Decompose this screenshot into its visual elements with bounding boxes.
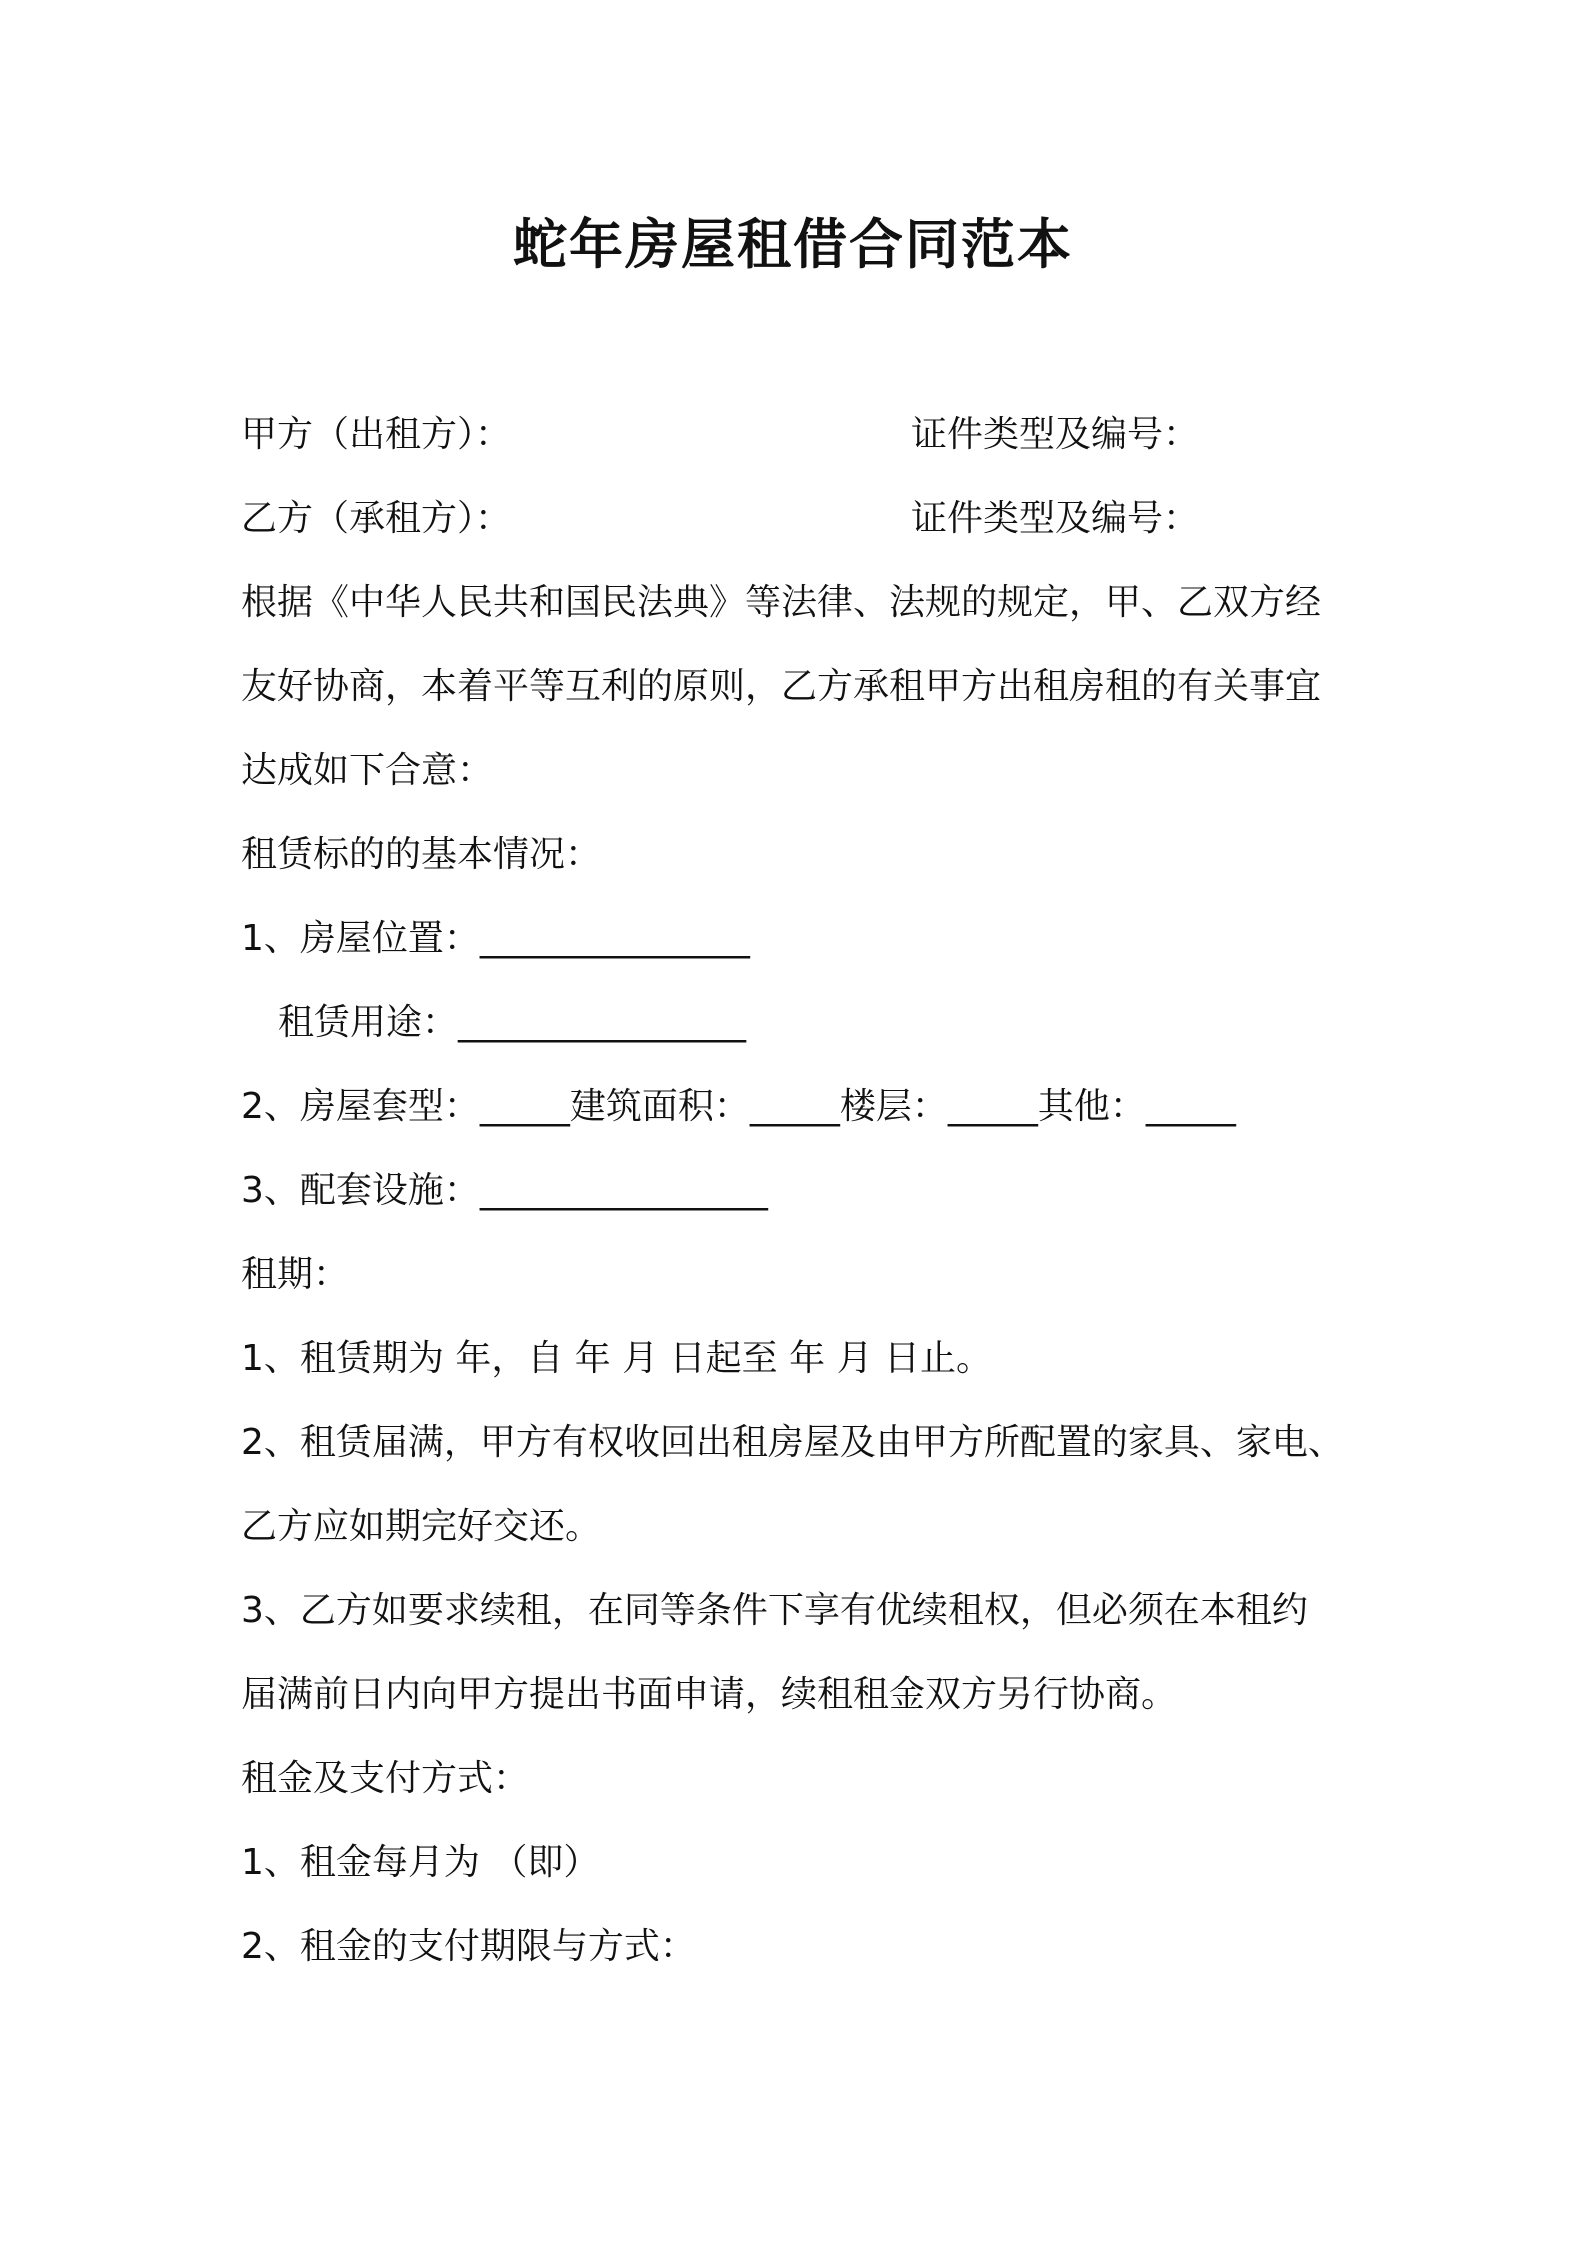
term-item-renewal-line-2: 届满前日内向甲方提出书面申请，续租租金双方另行协商。: [241, 1674, 1178, 1715]
premises-item-usage: 租赁用途：________________: [278, 1002, 747, 1043]
party-b-line: [241, 494, 1200, 544]
term-heading: 租期：: [241, 1254, 350, 1295]
party-b-id-label: 证件类型及编号：: [911, 498, 1200, 539]
rent-item-payment-terms: 2、租金的支付期限与方式：: [241, 1926, 696, 1967]
party-a-id-label: 证件类型及编号：: [911, 414, 1200, 455]
term-item-renewal-line-1: 3、乙方如要求续租，在同等条件下享有优续租权，但必须在本租约: [241, 1590, 1308, 1631]
rent-heading: 租金及支付方式：: [241, 1758, 530, 1799]
party-a-line: [241, 410, 1200, 460]
term-item-expiry-line-2: 乙方应如期完好交还。: [241, 1506, 602, 1547]
document-title: 蛇年房屋租借合同范本: [513, 213, 1073, 276]
preamble-line-3: 达成如下合意：: [241, 750, 494, 791]
preamble-line-1: 根据《中华人民共和国民法典》等法律、法规的规定，甲、乙双方经: [241, 582, 1322, 623]
preamble-line-2: 友好协商，本着平等互利的原则，乙方承租甲方出租房租的有关事宜: [241, 666, 1322, 707]
premises-item-layout: 2、房屋套型：_____建筑面积：_____楼层：_____其他：_____: [241, 1086, 1236, 1127]
premises-item-facilities: 3、配套设施：________________: [241, 1170, 768, 1211]
term-item-period: 1、租赁期为 年，自 年 月 日起至 年 月 日止。: [241, 1338, 993, 1379]
premises-item-location: 1、房屋位置：_______________: [241, 918, 750, 959]
party-a-label: 甲方（出租方）：: [241, 414, 512, 455]
premises-heading: 租赁标的的基本情况：: [241, 834, 602, 875]
party-b-label: 乙方（承租方）：: [241, 498, 512, 539]
rent-item-monthly: 1、租金每月为 （即）: [241, 1842, 600, 1883]
term-item-expiry-line-1: 2、租赁届满，甲方有权收回出租房屋及由甲方所配置的家具、家电、: [241, 1422, 1344, 1463]
